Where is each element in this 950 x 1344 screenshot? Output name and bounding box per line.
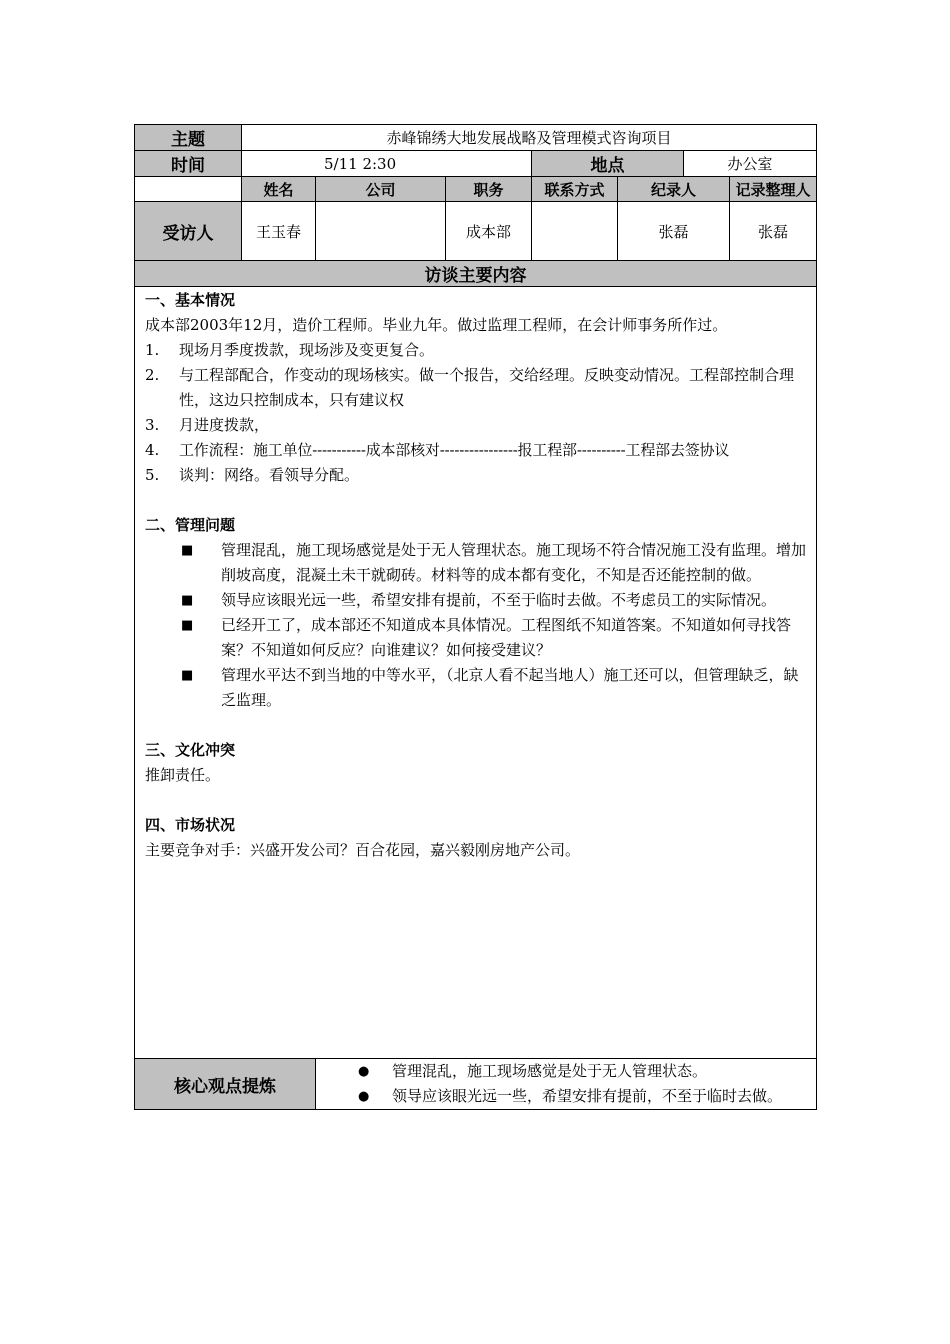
- list-text: 与工程部配合，作变动的现场核实。做一个报告，交给经理。反映变动情况。工程部控制合理性，这边只控制成本，只有建议权: [179, 366, 795, 409]
- square-bullet-icon: ■: [181, 668, 194, 683]
- list-text: 管理水平达不到当地的中等水平，（北京人看不起当地人）施工还可以，但管理缺乏，缺乏监理。: [221, 666, 799, 709]
- list-item: [145, 538, 808, 588]
- section-heading-basic: 一、基本情况: [145, 291, 236, 309]
- interviewee-label: 受访人: [135, 202, 242, 261]
- list-number: 2.: [145, 366, 160, 384]
- list-item: [145, 613, 808, 663]
- col-name: 姓名: [242, 177, 316, 202]
- list-text: 已经开工了，成本部还不知道成本具体情况。工程图纸不知道答案。不知道如何寻找答案？不知道如何反应？向谁建议？如何接受建议？: [221, 616, 792, 659]
- interviewee-position: 成本部: [446, 202, 532, 261]
- list-item: [145, 338, 808, 363]
- basic-intro: 成本部2003年12月，造价工程师。毕业九年。做过监理工程师，在会计师事务所作过。: [145, 316, 728, 334]
- square-bullet-icon: ■: [181, 593, 194, 608]
- list-number: 3.: [145, 416, 160, 434]
- list-item: [358, 1059, 816, 1084]
- list-item: [145, 363, 808, 413]
- col-company: 公司: [316, 177, 446, 202]
- core-label: 核心观点提炼: [135, 1059, 316, 1110]
- section-heading-culture: 三、文化冲突: [145, 741, 236, 759]
- interviewee-row: [135, 202, 817, 261]
- list-item: [145, 663, 808, 713]
- time-label: 时间: [135, 151, 242, 177]
- core-points-list: [316, 1059, 816, 1109]
- culture-text: 推卸责任。: [145, 766, 221, 784]
- interviewee-contact: [532, 202, 618, 261]
- list-text: 管理混乱，施工现场感觉是处于无人管理状态。施工现场不符合情况施工没有监理。增加削坡高度，混凝土未干就砌砖。材料等的成本都有变化，不知是否还能控制的做。: [221, 541, 807, 584]
- square-bullet-icon: ■: [181, 543, 194, 558]
- content-cell: [135, 287, 817, 1059]
- column-header-row: [135, 177, 817, 202]
- list-number: 4.: [145, 441, 160, 459]
- core-point-text: 领导应该眼光远一些，希望安排有提前，不至于临时去做。: [392, 1087, 783, 1105]
- subject-label: 主题: [135, 125, 242, 151]
- list-text: 谈判：网络。看领导分配。: [179, 466, 360, 484]
- round-bullet-icon: ●: [358, 1064, 370, 1079]
- list-text: 工作流程：施工单位-----------成本部核对----------------报工程部----------工程部去签协议: [179, 441, 730, 459]
- col-contact: 联系方式: [532, 177, 618, 202]
- empty-header-cell: [135, 177, 242, 202]
- list-number: 1.: [145, 341, 160, 359]
- subject-row: [135, 125, 817, 151]
- interview-content: [145, 287, 808, 1058]
- col-recorder: 纪录人: [618, 177, 730, 202]
- interviewee-organizer: 张磊: [730, 202, 817, 261]
- time-place-row: [135, 151, 817, 177]
- core-points-cell: [316, 1059, 817, 1110]
- interviewee-name: 王玉春: [242, 202, 316, 261]
- market-text: 主要竞争对手：兴盛开发公司？百合花园，嘉兴毅刚房地产公司。: [145, 841, 581, 859]
- content-row: [135, 287, 817, 1059]
- list-item: [145, 438, 808, 463]
- list-item: [358, 1084, 816, 1109]
- interviewee-recorder: 张磊: [618, 202, 730, 261]
- subject-value: 赤峰锦绣大地发展战略及管理模式咨询项目: [242, 125, 817, 151]
- list-text: 领导应该眼光远一些，希望安排有提前，不至于临时去做。不考虑员工的实际情况。: [221, 591, 777, 609]
- content-title-row: [135, 261, 817, 287]
- interview-record-table: [134, 124, 817, 1110]
- list-text: 现场月季度拨款，现场涉及变更复合。: [179, 341, 435, 359]
- list-number: 5.: [145, 466, 160, 484]
- place-value: 办公室: [684, 151, 817, 177]
- section-heading-market: 四、市场状况: [145, 816, 236, 834]
- core-points-row: [135, 1059, 817, 1110]
- list-item: [145, 413, 808, 438]
- list-item: [145, 588, 808, 613]
- list-item: [145, 463, 808, 488]
- time-value: 5/11 2:30: [242, 151, 532, 177]
- col-position: 职务: [446, 177, 532, 202]
- place-label: 地点: [532, 151, 684, 177]
- round-bullet-icon: ●: [358, 1089, 370, 1104]
- interviewee-company: [316, 202, 446, 261]
- content-title: 访谈主要内容: [135, 261, 817, 287]
- list-text: 月进度拨款，: [179, 416, 270, 434]
- section-heading-management: 二、管理问题: [145, 516, 236, 534]
- col-organizer: 记录整理人: [730, 177, 817, 202]
- square-bullet-icon: ■: [181, 618, 194, 633]
- core-point-text: 管理混乱，施工现场感觉是处于无人管理状态。: [392, 1062, 708, 1080]
